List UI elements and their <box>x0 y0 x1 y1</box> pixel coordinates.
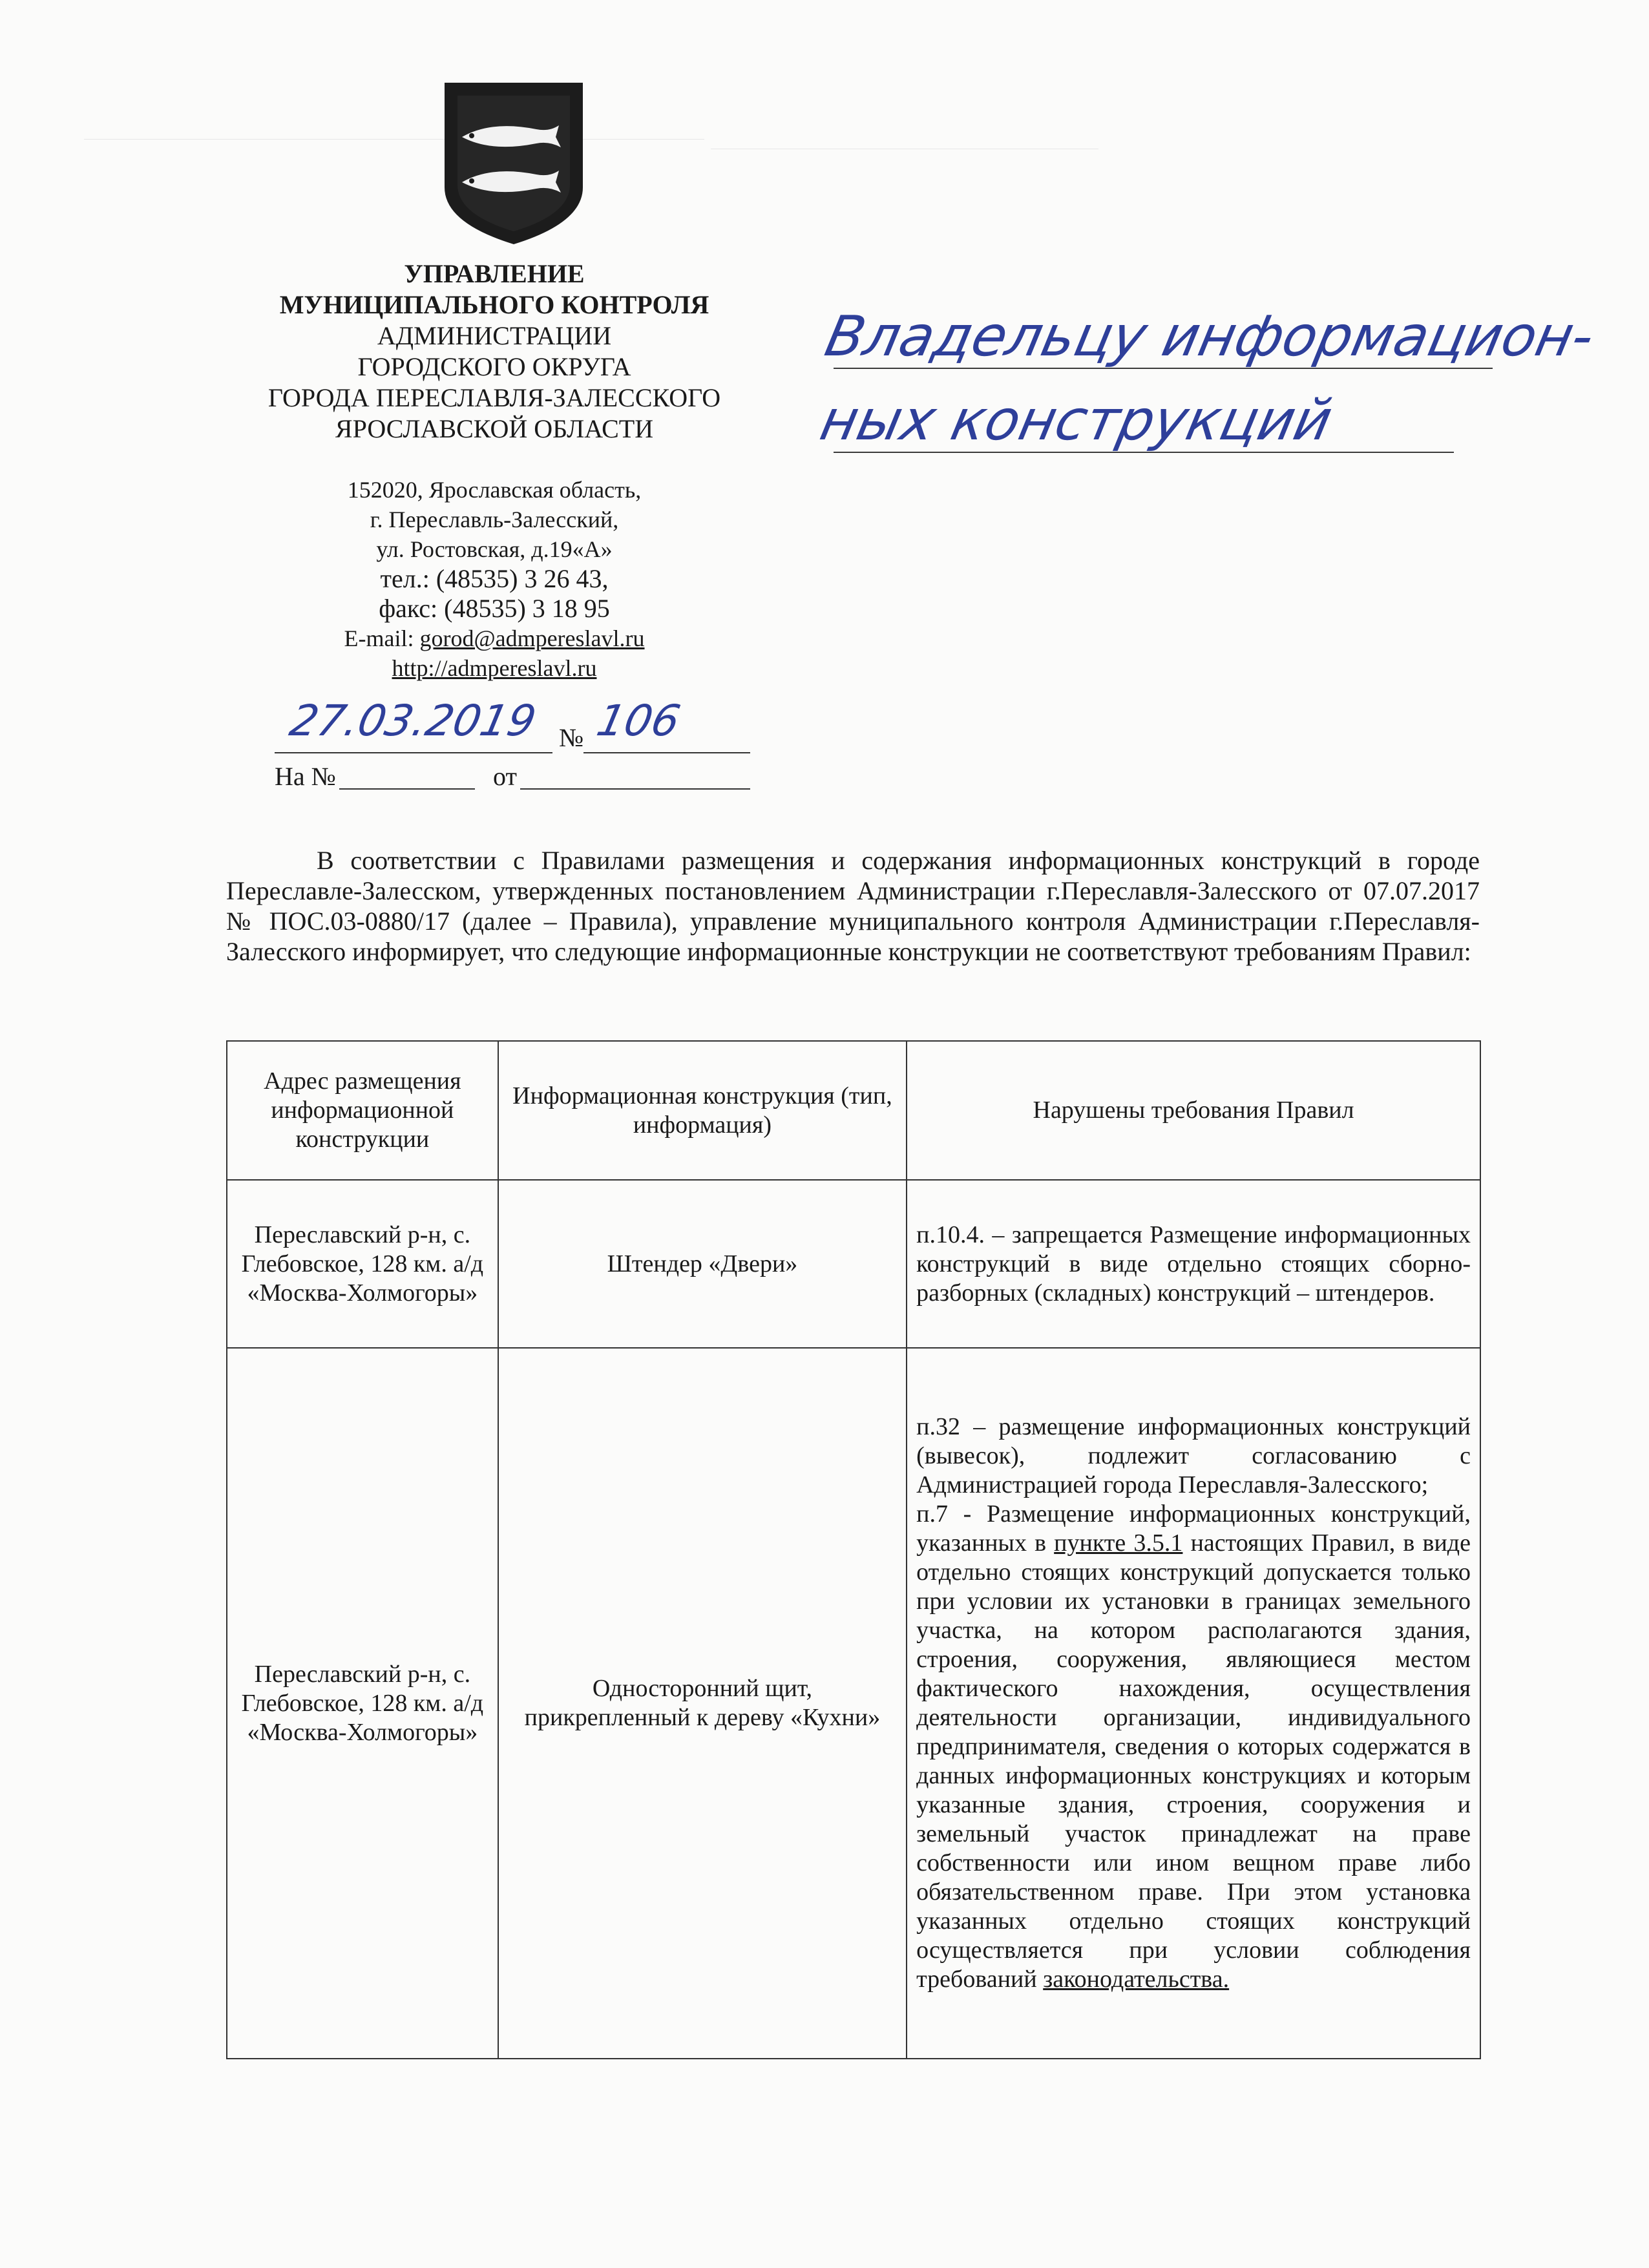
org-line: ГОРОДСКОГО ОКРУГА <box>357 352 631 381</box>
address-line: ул. Ростовская, д.19«А» <box>376 536 613 562</box>
recipient-handwritten <box>814 303 1601 472</box>
scan-artifact <box>84 139 704 140</box>
org-line: УПРАВЛЕНИЕ <box>404 259 585 288</box>
email-link[interactable]: gorod@admpereslavl.ru <box>419 625 645 651</box>
table-row <box>227 1180 1480 1348</box>
organization-header <box>213 258 775 445</box>
reference-line <box>275 761 753 792</box>
cell-address: Переславский р-н, с. Глебовское, 128 км. а/д «Москва-Холмогоры» <box>227 1348 498 2059</box>
reference-label: На № <box>275 762 336 791</box>
phone: тел.: (48535) 3 26 43, <box>380 564 609 593</box>
violation-paragraph <box>916 1500 1471 1994</box>
org-line: ГОРОДА ПЕРЕСЛАВЛЯ-ЗАЛЕССКОГО <box>268 383 721 412</box>
fax: факс: (48535) 3 18 95 <box>379 594 610 623</box>
table-header: Адрес размещения информационной конструкции <box>227 1041 498 1180</box>
cell-violation <box>907 1348 1480 2059</box>
cell-violation: п.10.4. – запрещается Размещение информационных конструкций в виде отдельно стоящих сборно-разборных (складных) конструкций – штендеров. <box>907 1180 1480 1348</box>
cell-construction: Односторонний щит, прикрепленный к дереву «Кухни» <box>498 1348 907 2059</box>
law-link[interactable]: законодательства. <box>1043 1966 1230 1993</box>
email-label: E-mail: <box>344 625 420 651</box>
org-line: АДМИНИСТРАЦИИ <box>377 321 612 350</box>
rule-link[interactable]: пункте 3.5.1 <box>1054 1529 1183 1557</box>
address-line: 152020, Ярославская область, <box>347 477 642 503</box>
cell-address: Переславский р-н, с. Глебовское, 128 км. а/д «Москва-Холмогоры» <box>227 1180 498 1348</box>
number-sign: № <box>559 723 584 752</box>
registration-block <box>275 696 753 792</box>
coat-of-arms-icon <box>439 78 588 249</box>
email-line <box>213 624 775 653</box>
registration-date-line <box>275 696 753 757</box>
violation-text: настоящих Правил, в виде отдельно стоящих конструкций допускается только при условии их установки в границах земельного участка, на котором располагаются здания, строения, сооружения, являющиеся местом фактического нахождения, осуществления деятельности организации, индивидуального предпринимателя, сведения о которых содержатся в данных информационных конструкциях и которым указанные здания, строения, сооружения и земельный участок принадлежат на праве собственности или ином вещном праве либо обязательственном праве. При этом установка указанных отдельно стоящих конструкций осуществляется при условии соблюдения требований <box>916 1529 1471 1993</box>
recipient-line: ных конструкций <box>814 387 1338 453</box>
registration-number: 106 <box>592 696 685 746</box>
org-line: ЯРОСЛАВСКОЙ ОБЛАСТИ <box>335 414 654 443</box>
violation-text: п.7 - Размещение информационных конструкций, указанных в <box>916 1500 1471 1557</box>
registration-date: 27.03.2019 <box>285 696 541 746</box>
org-line: МУНИЦИПАЛЬНОГО КОНТРОЛЯ <box>279 290 709 319</box>
cell-construction: Штендер «Двери» <box>498 1180 907 1348</box>
reference-from: от <box>493 762 517 791</box>
table-header: Информационная конструкция (тип, информация) <box>498 1041 907 1180</box>
address-block <box>213 475 775 683</box>
table-row <box>227 1348 1480 2059</box>
letter-body: В соответствии с Правилами размещения и содержания информационных конструкций в городе Переславле-Залесском, утвержденных постановлением Администрации г.Переславля-Залесского от 07.07.2017 № ПОС.03-0880/17 (далее – Правила), управление муниципального контроля Администрации г.Переславля-Залесского информирует, что следующие информационные конструкции не соответствуют требованиям Правил: <box>226 846 1480 966</box>
address-line: г. Переславль-Залесский, <box>370 507 619 532</box>
website-link[interactable]: http://admpereslavl.ru <box>392 655 597 681</box>
violation-paragraph: п.32 – размещение информационных конструкций (вывесок), подлежит согласованию с Администрацией города Переславля-Залесского; <box>916 1413 1471 1498</box>
table-header-row <box>227 1041 1480 1180</box>
recipient-line: Владельцу информацион- <box>819 303 1601 369</box>
table-header: Нарушены требования Правил <box>907 1041 1480 1180</box>
violations-table <box>226 1040 1481 2059</box>
